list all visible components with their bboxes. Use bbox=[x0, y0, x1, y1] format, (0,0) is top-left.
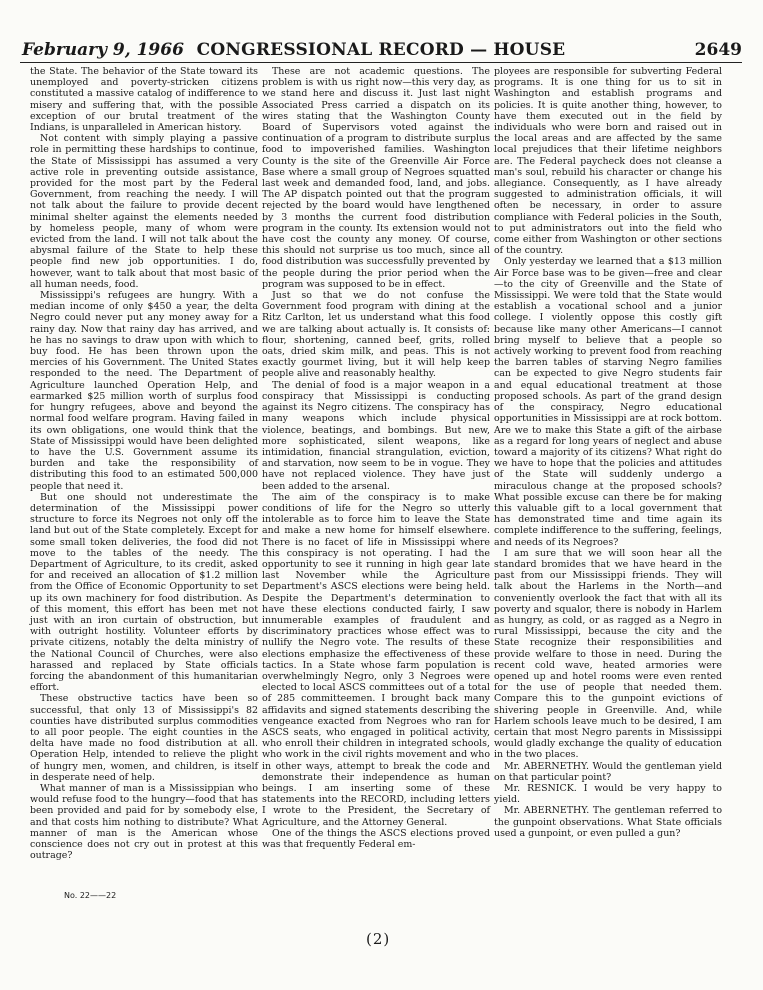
paragraph: The denial of food is a major weapon in a conspiracy that Mississippi is conducting against its Negro citizens. The conspiracy has many weapons which include physical violence, beatings, and bombings. But new, more sophisticated, silent weapons, like intimidation, financial strangulation, eviction, and starvation, now seem to be in vogue. They have not replaced violence. They have just been added to the arsenal. bbox=[262, 379, 490, 492]
paragraph: I am sure that we will soon hear all the standard bromides that we have heard in the past from our Mississippi friends. They will talk about the Harlems in the North—and conveniently overlook the fact that with all its poverty and squalor, there is nobody in Harlem as hungry, as cold, or as ragged as a Negro in rural Mississippi, because the city and the State recognize their responsibilities and provide welfare to those in need. During the recent cold wave, heated armories were opened up and hotel rooms were even rented for the use of people that needed them. Compare this to the gunpoint evictions of shivering people in Greenville. And, while Harlem schools leave much to be desired, I am certain that most Negro parents in Mississippi would gladly exchange the quality of education in the two places. bbox=[494, 547, 722, 761]
paragraph: Mr. RESNICK. I would be very happy to yield. bbox=[494, 783, 722, 806]
text-column-2 bbox=[262, 66, 490, 850]
paragraph: The aim of the conspiracy is to make conditions of life for the Negro so utterly intolerable as to force him to leave the State and make a new home for himself elsewhere. There is no facet of life in Mississippi where this conspiracy is not operating. I had the opportunity to see it running in high gear late last November while the Agriculture Department's ASCS elections were being held. Despite the Department's determination to have these elections conducted fairly, I saw innumerable examples of fraudulent and discriminatory practices whose effect was to nullify the Negro vote. The results of these elections emphasize the effectiveness of these tactics. In a State whose farm population is overwhelmingly Negro, only 3 Negroes were elected to local ASCS committees out of a total of 285 committeemen. I brought back many affidavits and signed statements describing the vengeance exacted from Negroes who ran for ASCS seats, who engaged in political activity, who enroll their children in integrated schools, who work in the civil rights movement and who in other ways, attempt to break the code and demonstrate their independence as human beings. I am inserting some of these statements into the RECORD, including letters I wrote to the President, the Secretary of Agriculture, and the Attorney General. bbox=[262, 491, 490, 828]
issue-footnote: No. 22——22 bbox=[64, 891, 117, 900]
paragraph: Mr. ABERNETHY. Would the gentleman yield on that particular point? bbox=[494, 760, 722, 783]
paragraph: ployees are responsible for subverting Federal programs. It is one thing for us to sit in Washington and establish programs and policies. It is quite another thing, however, to have them executed out in the field by individuals who were born and raised out in the local areas and are affected by the same local prejudices that their lifetime neighbors are. The Federal paycheck does not cleanse a man's soul, rebuild his character or change his allegiance. Consequently, as I have already suggested to administration officials, it will often be necessary, in order to assure compliance with Federal policies in the South, to put administrators out into the field who come either from Washington or other sections of the country. bbox=[494, 66, 722, 257]
paragraph: These are not academic questions. The problem is with us right now—this very day, as we stand here and discuss it. Just last night Associated Press carried a dispatch on its wires stating that the Washington County Board of Supervisors voted against the continuation of a program to distribute surplus food to impoverished families. Washington County is the site of the Greenville Air Force Base where a small group of Negroes squatted last week and demanded food, land, and jobs. The AP dispatch pointed out that the program rejected by the board would have lengthened by 3 months the current food distribution program in the county. Its extension would not have cost the county any money. Of course, this should not surprise us too much, since all food distribution was successfully prevented by the people during the prior period when the program was supposed to be in effect. bbox=[262, 66, 490, 290]
paragraph: Mr. ABERNETHY. The gentleman referred to the gunpoint observations. What State officials used a gunpoint, or even pulled a gun? bbox=[494, 805, 722, 839]
paragraph: What manner of man is a Mississippian who would refuse food to the hungry—food that has been provided and paid for by somebody else, and that costs him nothing to distribute? What manner of man is the American whose conscience does not cry out in protest at this outrage? bbox=[30, 783, 258, 862]
paragraph: Only yesterday we learned that a $13 million Air Force base was to be given—free and clear—to the city of Greenville and the State of Mississippi. We were told that the State would establish a vocational school and a junior college. I violently oppose this costly gift because like many other Americans—I cannot bring myself to believe that a people so actively working to prevent food from reaching the barren tables of starving Negro families can be expected to give Negro students fair and equal educational treatment at those proposed schools. As part of the grand design of the conspiracy, Negro educational opportunities in Mississippi are at rock bottom. Are we to make this State a gift of the airbase as a regard for long years of neglect and abuse toward a majority of its citizens? What right do we have to hope that the policies and attitudes of the State will suddenly undergo a miraculous change at the proposed schools? What possible excuse can there be for making this valuable gift to a local government that has demonstrated time and time again its complete indifference to the suffering, feelings, and needs of its Negroes? bbox=[494, 256, 722, 548]
paragraph: Not content with simply playing a passive role in permitting these hardships to continue, the State of Mississippi has assumed a very active role in preventing outside assistance, provided for the most part by the Federal Government, from reaching the needy. I will not talk about the failure to provide decent minimal shelter against the elements needed by homeless people, many of whom were evicted from the land. I will not talk about the abysmal failure of the State to help these people find new job opportunities. I do, however, want to talk about that most basic of all human needs, food. bbox=[30, 133, 258, 290]
paragraph: Just so that we do not confuse the Government food program with dining at the Ritz Carlton, let us understand what this food we are talking about actually is. It consists of: flour, shortening, canned beef, grits, rolled oats, dried skim milk, and peas. This is not exactly gourmet living, but it will help keep people alive and reasonably healthy. bbox=[262, 290, 490, 380]
page-header bbox=[20, 40, 742, 63]
handwritten-page-mark: (2) bbox=[366, 930, 391, 948]
paragraph: Mississippi's refugees are hungry. With a median income of only $450 a year, the delta Negro could never put any money away for a rainy day. Now that rainy day has arrived, and he has no savings to draw upon with which to buy food. He has been thrown upon the mercies of his Government. The United States responded to the need. The Department of Agriculture launched Operation Help, and earmarked $25 million worth of surplus food for hungry refugees, above and beyond the normal food welfare program. Having failed in its own obligations, one would think that the State of Mississippi would have been delighted to have the U.S. Government assume its burden and take the responsibility of distributing this food to an estimated 500,000 people that need it. bbox=[30, 290, 258, 492]
text-column-1 bbox=[30, 66, 258, 861]
paragraph: One of the things the ASCS elections proved was that frequently Federal em- bbox=[262, 827, 490, 851]
paragraph: These obstructive tactics have been so successful, that only 13 of Mississippi's 82 counties have distributed surplus commodities to all poor people. The eight counties in the delta have made no food distribution at all. Operation Help, intended to relieve the plight of hungry men, women, and children, is itself in desperate need of help. bbox=[30, 693, 258, 783]
paragraph: But one should not underestimate the determination of the Mississippi power structure to force its Negroes not only off the land but out of the State completely. Except for some small token deliveries, the food did not move to the tables of the needy. The Department of Agriculture, to its credit, asked for and received an allocation of $1.2 million from the Office of Economic Opportunity to set up its own machinery for food distribution. As of this moment, this effort has been met not just with an iron curtain of obstruction, but with outright hostility. Volunteer efforts by private citizens, notably the delta ministry of the National Council of Churches, were also harassed and replaced by State officials forcing the abandonment of this humanitarian effort. bbox=[30, 491, 258, 694]
header-page-number: 2649 bbox=[694, 40, 742, 60]
text-column-3 bbox=[494, 66, 722, 839]
header-date: February 9, 1966 bbox=[22, 40, 184, 60]
paragraph: the State. The behavior of the State toward its unemployed and poverty-stricken citizens constituted a massive catalog of indifference to misery and suffering that, with the possible exception of our brutal treatment of the Indians, is unparalleled in American history. bbox=[30, 66, 258, 134]
header-title: CONGRESSIONAL RECORD — HOUSE bbox=[196, 40, 566, 60]
